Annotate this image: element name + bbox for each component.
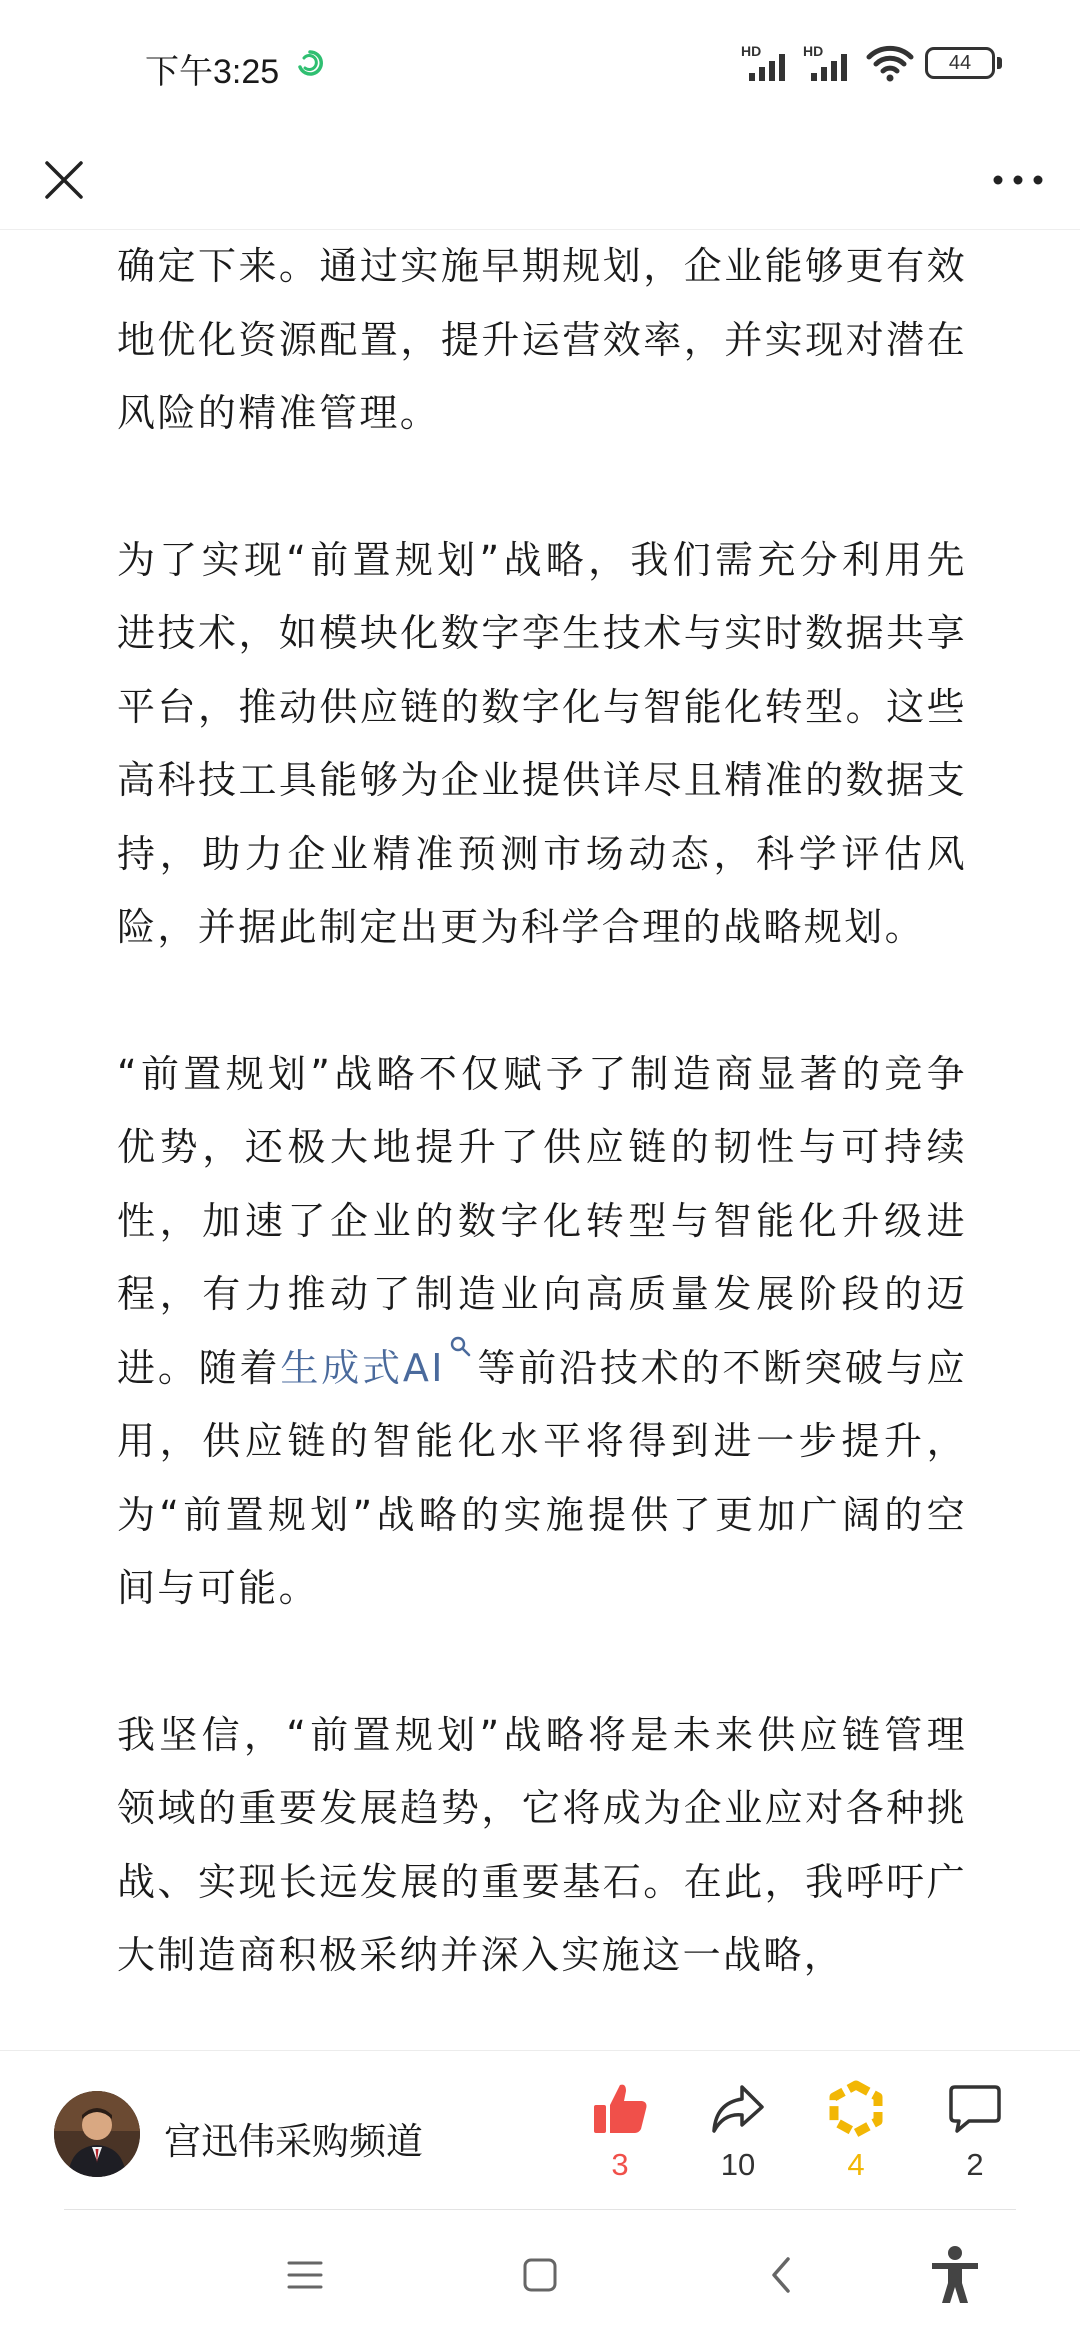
comment-button[interactable] xyxy=(925,2079,1025,2199)
back-icon xyxy=(768,2255,792,2295)
status-bar xyxy=(0,0,1080,130)
search-link[interactable]: 生成式AI xyxy=(280,1345,445,1390)
menu-button[interactable] xyxy=(270,2240,340,2310)
share-icon xyxy=(708,2079,768,2139)
search-icon[interactable] xyxy=(449,1335,473,1359)
wifi-icon xyxy=(865,43,915,83)
like-count: 3 xyxy=(611,2147,629,2182)
channel-name[interactable]: 宫迅伟采购频道 xyxy=(164,2120,423,2163)
hd-label: HD xyxy=(803,43,824,59)
top-app-bar xyxy=(0,130,1080,230)
home-button[interactable] xyxy=(505,2240,575,2310)
more-button[interactable] xyxy=(984,146,1052,214)
like-button[interactable] xyxy=(570,2079,670,2199)
avatar[interactable] xyxy=(54,2091,140,2177)
share-count: 10 xyxy=(720,2147,756,2182)
share-button[interactable] xyxy=(688,2079,788,2199)
accessibility-button[interactable] xyxy=(920,2240,990,2310)
article-action-bar xyxy=(0,2050,1080,2210)
thumbs-up-icon xyxy=(590,2079,650,2139)
close-button[interactable] xyxy=(30,146,98,214)
favorite-icon xyxy=(826,2079,886,2139)
hd-label: HD xyxy=(741,43,762,59)
back-button[interactable] xyxy=(745,2240,815,2310)
battery-level: 44 xyxy=(948,51,972,74)
status-indicators xyxy=(741,40,1002,86)
signal-icon xyxy=(741,43,793,83)
article-body xyxy=(117,230,967,2050)
favorite-button[interactable] xyxy=(806,2079,906,2199)
comment-icon xyxy=(945,2079,1005,2139)
status-time: 下午3:25 xyxy=(145,53,280,91)
article-paragraph: 我坚信，“前置规划”战略将是未来供应链管理领域的重要发展趋势，它将成为企业应对各种挑战、实现长远发展的重要基石。在此，我呼吁广大制造商积极采纳并深入实施这一战略， xyxy=(117,1712,967,1977)
article-paragraph: 确定下来。通过实施早期规划，企业能够更有效地优化资源配置，提升运营效率，并实现对潜在风险的精准管理。 xyxy=(117,244,967,435)
favorite-count: 4 xyxy=(847,2147,865,2182)
signal-icon xyxy=(803,43,855,83)
paragraph-text: 等前沿技术的不断突破与应用，供应链的智能化水平将得到进一步提升，为“前置规划”战略的实施提供了更加广阔的空间与可能。 xyxy=(117,1345,967,1610)
accessibility-icon xyxy=(928,2245,982,2305)
close-icon xyxy=(43,159,85,201)
battery-icon xyxy=(925,47,1002,79)
menu-icon xyxy=(287,2260,323,2290)
app-sync-icon xyxy=(295,48,325,78)
comment-count: 2 xyxy=(966,2147,984,2182)
more-icon xyxy=(991,173,1045,187)
article-paragraph: 为了实现“前置规划”战略，我们需充分利用先进技术，如模块化数字孪生技术与实时数据共享平台，推动供应链的数字化与智能化转型。这些高科技工具能够为企业提供详尽且精准的数据支持，助力企业精准预测市场动态，科学评估风险，并据此制定出更为科学合理的战略规划。 xyxy=(117,537,967,949)
system-nav-bar xyxy=(0,2210,1080,2340)
paragraph-text: “前置规划”战略不仅赋予了制造商显著的竞争优势，还极大地提升了供应链的韧性与可持续性，加速了企业的数字化转型与智能化升级进程，有力推动了制造业向高质量发展阶段的迈进。随着 xyxy=(117,1051,967,1390)
home-icon xyxy=(522,2257,558,2293)
article-paragraph xyxy=(117,1038,967,1626)
